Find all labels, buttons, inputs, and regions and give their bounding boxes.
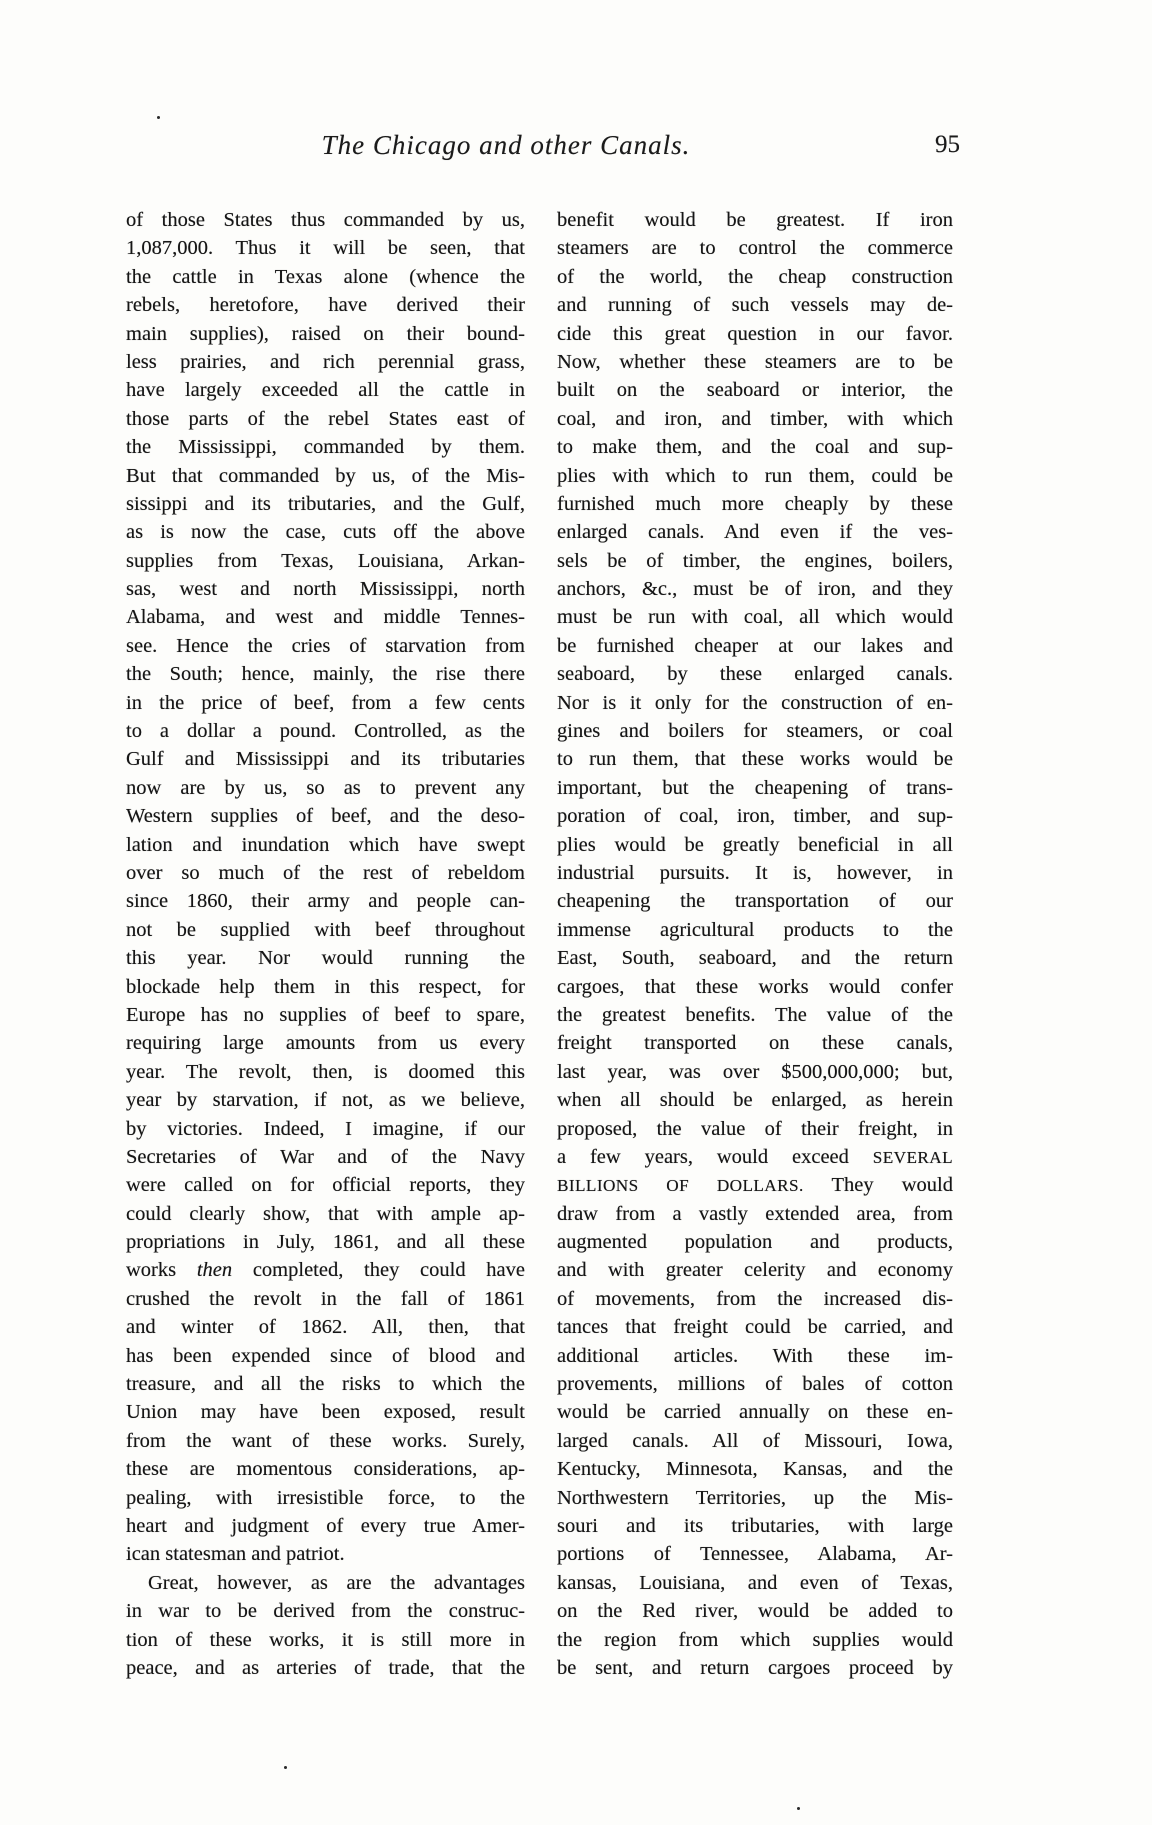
text-line: blockade help them in this respect, for [126,975,525,998]
text-line: less prairies, and rich perennial grass, [126,350,525,373]
text-line: Secretaries of War and of the Navy [126,1145,525,1168]
text-line: and with greater celerity and economy [557,1259,953,1282]
text-line: Northwestern Territories, up the Mis- [557,1486,953,1509]
text-line: gines and boilers for steamers, or coal [557,720,953,743]
text-line: sels be of timber, the engines, boilers, [557,549,953,572]
text-line: immense agricultural products to the [557,918,953,941]
text-line: kansas, Louisiana, and even of Texas, [557,1571,953,1594]
text-line: propriations in July, 1861, and all these [126,1231,525,1254]
text-line: these are momentous considerations, ap- [126,1458,525,1481]
text-line: Alabama, and west and middle Tennes- [126,606,525,629]
text-line: as is now the case, cuts off the above [126,521,525,544]
text-line: of the world, the cheap construction [557,265,953,288]
text-line: portions of Tennessee, Alabama, Ar- [557,1543,953,1566]
text-line: year by starvation, if not, as we believe, [126,1089,525,1112]
text-line: additional articles. With these im- [557,1344,953,1367]
text-line: could clearly show, that with ample ap- [126,1202,525,1225]
text-line: this year. Nor would running the [126,947,525,970]
text-line: in war to be derived from the construc- [126,1600,525,1623]
text-line: poration of coal, iron, timber, and sup- [557,805,953,828]
text-line: tances that freight could be carried, and [557,1316,953,1339]
text-line: proposed, the value of their freight, in [557,1117,953,1140]
text-line: ican statesman and patriot. [126,1543,345,1566]
text-line: since 1860, their army and people can- [126,890,525,913]
text-line: be furnished cheaper at our lakes and [557,634,953,657]
text-line: seaboard, by these enlarged canals. [557,663,953,686]
text-line: in the price of beef, from a few cents [126,691,525,714]
text-line: sas, west and north Mississippi, north [126,578,525,601]
text-line: on the Red river, would be added to [557,1600,953,1623]
text-column-right [557,206,953,1682]
text-line: rebels, heretofore, have derived their [126,294,525,317]
text-line: the region from which supplies would [557,1628,953,1651]
text-line: of those States thus commanded by us, [126,209,525,231]
text-line: the greatest benefits. The value of the [557,1003,953,1026]
text-line: Union may have been exposed, result [126,1401,525,1424]
text-line: sissippi and its tributaries, and the Gulf, [126,492,525,515]
text-line: year. The revolt, then, is doomed this [126,1060,525,1083]
text-line: requiring large amounts from us every [126,1032,525,1055]
text-line: over so much of the rest of rebeldom [126,861,525,884]
scan-speck [284,1766,287,1769]
text-line: lation and inundation which have swept [126,833,525,856]
text-line: Kentucky, Minnesota, Kansas, and the [557,1458,953,1481]
text-line: coal, and iron, and timber, with which [557,407,953,430]
running-title: The Chicago and other Canals. [321,130,691,160]
text-line: treasure, and all the risks to which the [126,1373,525,1396]
text-line: Nor is it only for the construction of en- [557,691,953,714]
text-line: from the want of these works. Surely, [126,1429,525,1452]
text-line: must be run with coal, all which would [557,606,953,629]
text-line: heart and judgment of every true Amer- [126,1514,525,1537]
text-line: now are by us, so as to prevent any [126,776,525,799]
text-line: see. Hence the cries of starvation from [126,634,525,657]
text-line: Western supplies of beef, and the deso- [126,805,525,828]
text-line: enlarged canals. And even if the ves- [557,521,953,544]
text-line: last year, was over $500,000,000; but, [557,1060,953,1083]
text-line: main supplies), raised on their bound- [126,322,525,345]
text-line: the cattle in Texas alone (whence the [126,265,525,288]
text-line: and running of such vessels may de- [557,294,953,317]
text-line: Great, however, as are the advantages [148,1571,525,1594]
text-line: of movements, from the increased dis- [557,1287,953,1310]
scan-speck [797,1807,800,1810]
text-line: crushed the revolt in the fall of 1861 [126,1287,525,1310]
text-line: Europe has no supplies of beef to spare, [126,1003,525,1026]
text-line: and winter of 1862. All, then, that [126,1316,525,1339]
scan-speck [157,116,160,119]
text-line: industrial pursuits. It is, however, in [557,861,953,884]
text-line: 1,087,000. Thus it will be seen, that [126,237,525,260]
text-line: pealing, with irresistible force, to the [126,1486,525,1509]
text-line: larged canals. All of Missouri, Iowa, [557,1429,953,1452]
text-line: peace, and as arteries of trade, that the [126,1656,525,1679]
text-line: when all should be enlarged, as herein [557,1089,953,1112]
text-line: draw from a vastly extended area, from [557,1202,953,1225]
text-line: were called on for official reports, they [126,1174,525,1197]
text-line: BILLIONS OF DOLLARS. They would [557,1174,953,1197]
text-line: built on the seaboard or interior, the [557,379,953,402]
text-line: freight transported on these canals, [557,1032,953,1055]
text-line: But that commanded by us, of the Mis- [126,464,525,487]
text-line: benefit would be greatest. If iron [557,209,953,231]
text-line: plies with which to run them, could be [557,464,953,487]
text-line: East, South, seaboard, and the return [557,947,953,970]
text-line: the South; hence, mainly, the rise there [126,663,525,686]
text-line: tion of these works, it is still more in [126,1628,525,1651]
text-line: would be carried annually on these en- [557,1401,953,1424]
text-line: by victories. Indeed, I imagine, if our [126,1117,525,1140]
text-line: furnished much more cheaply by these [557,492,953,515]
text-line: to run them, that these works would be [557,748,953,771]
text-line: supplies from Texas, Louisiana, Arkan- [126,549,525,572]
text-line: steamers are to control the commerce [557,237,953,260]
text-line: works then completed, they could have [126,1259,526,1282]
text-column-left [126,206,525,1682]
page-number: 95 [935,131,960,158]
text-line: Gulf and Mississippi and its tributaries [126,748,525,771]
text-line: plies would be greatly beneficial in all [557,833,953,856]
text-line: cheapening the transportation of our [557,890,953,913]
text-line: anchors, &c., must be of iron, and they [557,578,953,601]
text-line: souri and its tributaries, with large [557,1514,953,1537]
text-line: important, but the cheapening of trans- [557,776,953,799]
text-line: not be supplied with beef throughout [126,918,525,941]
text-line: the Mississippi, commanded by them. [126,436,525,459]
text-line: Now, whether these steamers are to be [557,350,953,373]
text-line: be sent, and return cargoes proceed by [557,1656,953,1679]
text-line: augmented population and products, [557,1231,953,1254]
text-line: provements, millions of bales of cotton [557,1373,953,1396]
text-line: has been expended since of blood and [126,1344,525,1367]
text-line: to make them, and the coal and sup- [557,436,953,459]
text-line: to a dollar a pound. Controlled, as the [126,720,525,743]
text-line: a few years, would exceed SEVERAL [557,1145,953,1168]
text-line: cargoes, that these works would confer [557,975,953,998]
text-line: those parts of the rebel States east of [126,407,525,430]
text-line: cide this great question in our favor. [557,322,953,345]
text-line: have largely exceeded all the cattle in [126,379,525,402]
